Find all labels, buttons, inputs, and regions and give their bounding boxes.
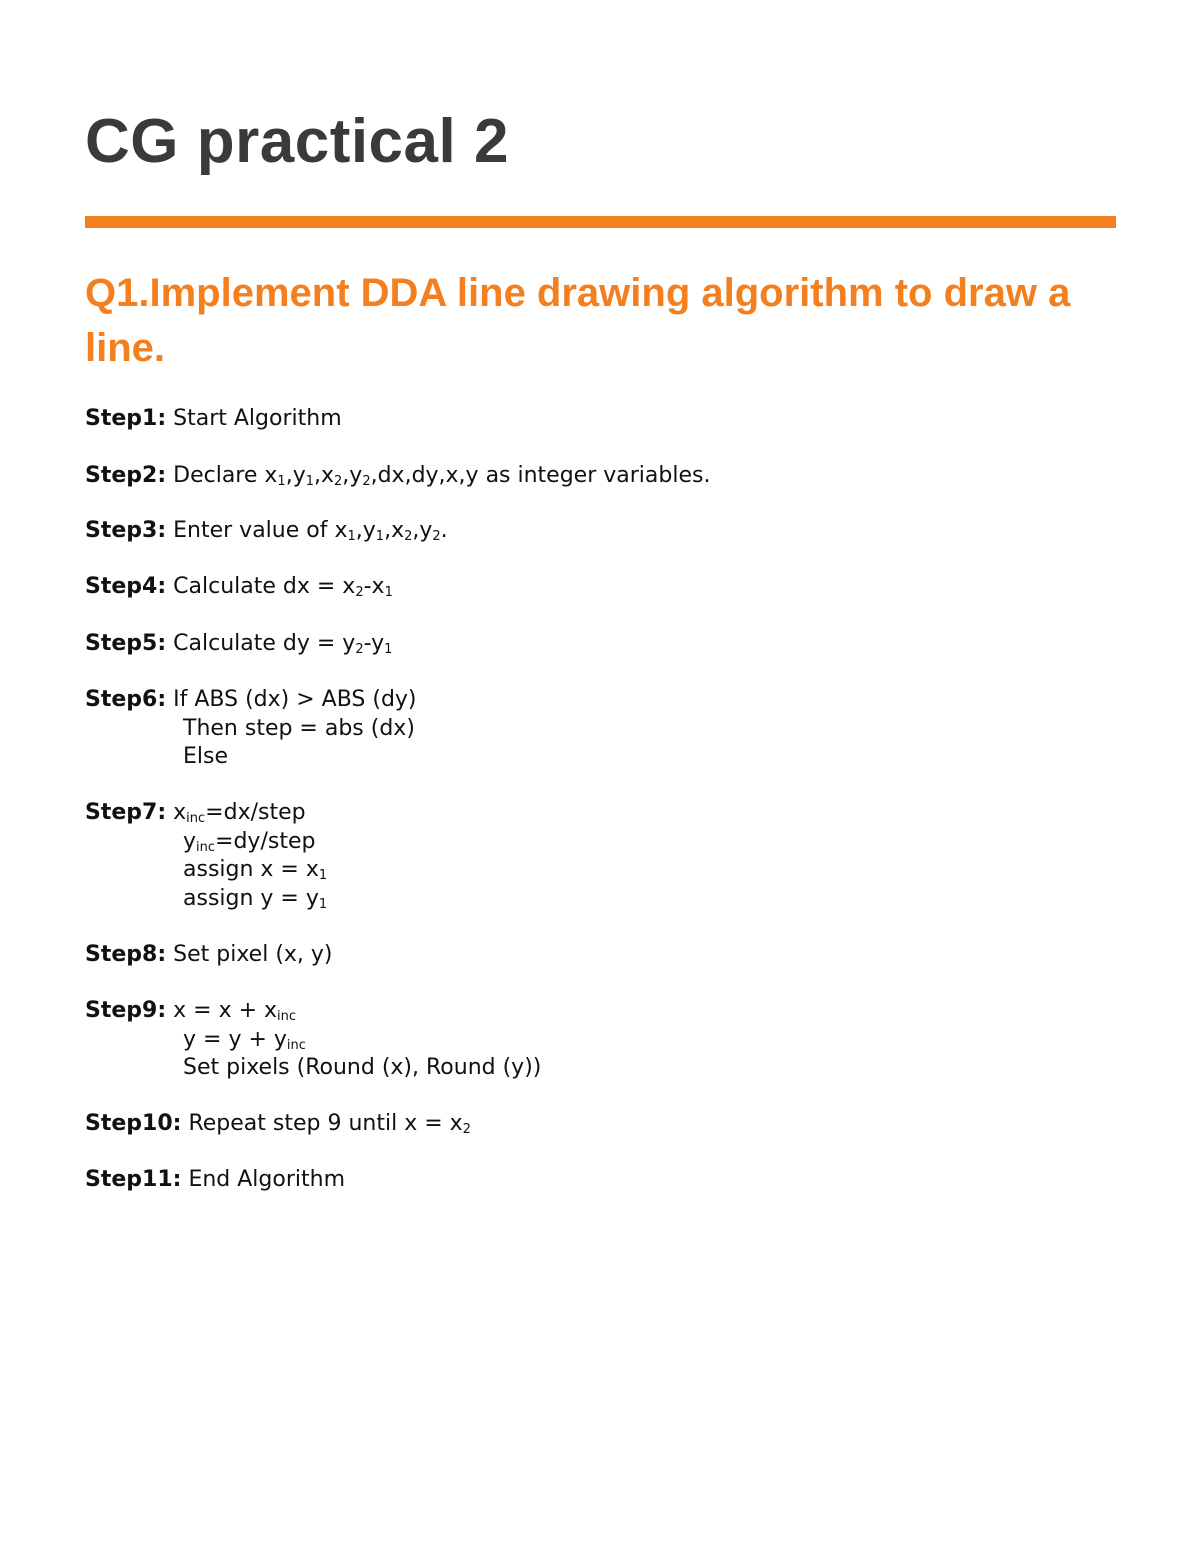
step-text: If ABS (dx) > ABS (dy): [173, 687, 417, 712]
step-text: Calculate dy = $y_2-y_1$: [173, 631, 393, 657]
step-label: Step5:: [85, 631, 167, 656]
step-text: Enter value of $x_1,y_1,x_2,y_2$.: [173, 518, 448, 544]
step-5: [85, 630, 392, 659]
step-9: [85, 997, 541, 1083]
step-text: Declare $x_1,y_1,x_2,y_2,dx,dy,x,y$ as integer variables.: [173, 463, 711, 489]
step-3: [85, 517, 448, 546]
step-label: Step11:: [85, 1167, 182, 1192]
step-text-continuation: $y_{inc}=dy$/step: [183, 828, 316, 855]
step-label: Step2:: [85, 463, 167, 488]
step-4: [85, 573, 393, 602]
step-8: [85, 941, 333, 970]
step-text-continuation: Then step = abs (dx): [183, 715, 415, 741]
step-text-continuation: $y = y + y_{inc}$: [183, 1026, 306, 1053]
step-label: Step7:: [85, 800, 167, 825]
step-text: Start Algorithm: [173, 406, 342, 431]
step-label: Step10:: [85, 1111, 182, 1136]
step-label: Step1:: [85, 406, 167, 431]
step-label: Step6:: [85, 687, 167, 712]
step-11: [85, 1166, 345, 1195]
step-10: [85, 1110, 471, 1139]
step-1: [85, 405, 342, 434]
step-text-continuation: Else: [183, 744, 229, 769]
title-divider: [85, 216, 1116, 228]
step-label: Step4:: [85, 574, 167, 599]
step-label: Step8:: [85, 942, 167, 967]
document-title: CG practical 2: [85, 107, 509, 176]
step-text: End Algorithm: [188, 1167, 345, 1192]
step-text-continuation: Set pixels (Round (x), Round (y)): [183, 1055, 542, 1080]
step-text: $x = x + x_{inc}$: [173, 998, 297, 1024]
step-7: [85, 799, 327, 913]
step-text: Set pixel (x, y): [173, 942, 333, 967]
step-text: Repeat step 9 until $x = x_2$: [188, 1111, 471, 1137]
step-6: [85, 686, 417, 772]
question-heading: Q1.Implement DDA line drawing algorithm to draw a line.: [85, 271, 1071, 370]
step-text-continuation: assign $y = y_1$: [183, 885, 328, 912]
step-text: Calculate dx = $x_2-x_1$: [173, 574, 393, 600]
step-2: [85, 462, 710, 491]
step-text: $x_{inc}=dx$/step: [173, 800, 306, 826]
step-text-continuation: assign $x = x_1$: [183, 857, 328, 883]
step-label: Step9:: [85, 998, 167, 1023]
step-label: Step3:: [85, 518, 167, 543]
